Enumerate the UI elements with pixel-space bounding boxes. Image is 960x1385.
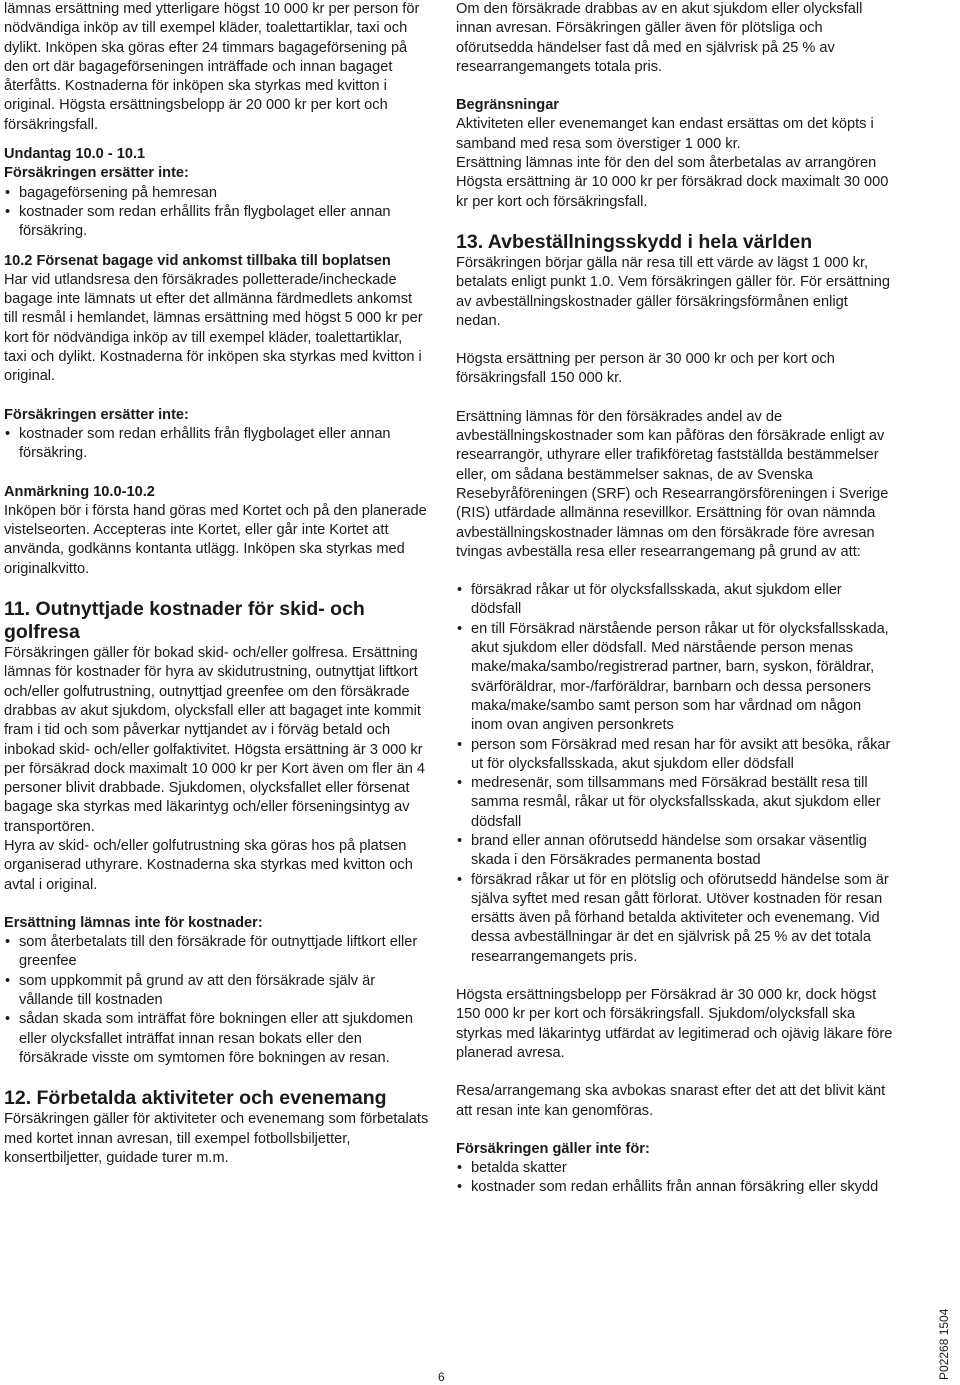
paragraph: Högsta ersättningsbelopp per Försäkrad är 30 000 kr, dock högst 150 000 kr per kort och försäkringsfall. Sjukdom/olycksfall ska styrkas med läkarintyg utfärdat av legitimerad och ojävig läkare före planerad avresa.	[456, 987, 893, 1061]
paragraph: Resa/arrangemang ska avbokas snarast efter det att det blivit känt att resan inte kan genomföras.	[456, 1083, 886, 1119]
section-heading-13: 13. Avbeställningsskydd i hela världen	[456, 230, 813, 253]
list-item: • betalda skatter	[456, 1159, 896, 1178]
paragraph: Har vid utlandsresa den försäkrades polletterade/incheckade bagage inte lämnats ut efter det allmänna färdmedlets ankomst till resmål i hemlandet, lämnas ersättning med högst 5 000 kr per kort för nödvändiga inköp av till exempel kläder, toalettartiklar, taxi och dylikt. Kostnaderna för inköpen ska styrkas med kvitton i original.	[4, 271, 423, 385]
list-item: • sådan skada som inträffat före bokningen eller att sjukdomen eller olycksfallet inträffat innan resan bokats eller den försäkrade visste om symtomen före bokningen av resan.	[4, 1010, 429, 1068]
paragraph: Högsta ersättning per person är 30 000 kr och per kort och försäkringsfall 150 000 kr.	[456, 351, 835, 387]
document-code: P02268 1504	[937, 1308, 951, 1380]
paragraph: Högsta ersättning är 10 000 kr per försäkrad dock maximalt 30 000 kr per kort och försäkringsfall.	[456, 174, 889, 210]
paragraph: Försäkringen gäller för aktiviteter och evenemang som förbetalats med kortet innan avresan, till exempel fotbollsbiljetter, konsertbiljetter, guidade turer m.m.	[4, 1111, 429, 1166]
exception-subheading: Försäkringen gäller inte för:	[456, 1140, 650, 1157]
paragraph: Ersättning lämnas för den försäkrades andel av de avbeställningskostnader som kan påföras den försäkrade enligt av researrangör, uthyrare eller trafikföretag fastställda bestämmelser eller, om sådana bestämmelser saknas, de av Svenska Resebyråföreningen (SRF) och Researrangörsföreningen i Sverige (RIS) utfärdade allmänna resevillkor. Ersättning för ovan nämnda avbeställningskostnader lämnas om den försäkrade före avresan tvingas avbeställa resa eller researrangemang på grund av att:	[456, 408, 889, 560]
exception-list	[456, 1159, 896, 1198]
paragraph: Försäkringen gäller för bokad skid- och/eller golfresa. Ersättning lämnas för kostnader för hyra av skidutrustning, outnyttjat liftkort och/eller golfutrustning, outnyttjad greenfee om den försäkrade drabbas av akut sjukdom, olycksfall eller att bagaget inte kommit fram i tid och som påverkar nyttjandet av i förväg betald och inbokad skid- och/eller golfaktivitet. Högsta ersättning är 3 000 kr per försäkrad dock maximalt 10 000 kr per Kort även om fler än 4 personer blivit drabbade. Sjukdomen, olycksfallet eller försenat bagage ska styrkas med läkarintyg och/eller förseningsintyg av transportören.	[4, 645, 425, 835]
paragraph: lämnas ersättning med ytterligare högst 10 000 kr per person för nödvändiga inköp av till exempel kläder, toalettartiklar, taxi och dylikt. Inköpen ska göras efter 24 timmars bagageförsening på den ort där bagageförseningen inträffade och innan bagaget återfåtts. Kostnaderna för inköpen ska styrkas med kvitton i original. Högsta ersättningsbelopp är 20 000 kr per kort och försäkringsfall.	[4, 1, 420, 133]
paragraph: Hyra av skid- och/eller golfutrustning ska göras hos på platsen organiserad uthyrare. Kostnaderna ska styrkas med kvitton och avtal i original.	[4, 837, 413, 893]
list-item: • brand eller annan oförutsedd händelse som orsakar väsentlig skada i den Försäkrades permanenta bostad	[456, 832, 896, 871]
list-item: • medresenär, som tillsammans med Försäkrad beställt resa till samma resmål, råkar ut för olycksfallsskada, akut sjukdom eller dödsfall	[456, 774, 896, 832]
exception-subheading: Ersättning lämnas inte för kostnader:	[4, 914, 263, 931]
paragraph: Ersättning lämnas inte för den del som återbetalas av arrangören	[456, 155, 877, 172]
section-heading-11: 11. Outnyttjade kostnader för skid- och golfresa	[4, 598, 365, 644]
exception-subheading: Försäkringen ersätter inte:	[4, 165, 189, 182]
list-item: • försäkrad råkar ut för olycksfallsskada, akut sjukdom eller dödsfall	[456, 581, 896, 620]
list-item: • kostnader som redan erhållits från flygbolaget eller annan försäkring.	[4, 425, 429, 464]
exception-list	[4, 933, 429, 1068]
list-item: • kostnader som redan erhållits från flygbolaget eller annan försäkring.	[4, 203, 429, 242]
list-item: • person som Försäkrad med resan har för avsikt att besöka, råkar ut för olycksfallsskada, akut sjukdom eller dödsfall	[456, 736, 896, 775]
exception-subheading: Försäkringen ersätter inte:	[4, 406, 189, 423]
right-column	[456, 0, 896, 1198]
list-item: • som återbetalats till den försäkrade för outnyttjade liftkort eller greenfee	[4, 933, 429, 972]
limitations-heading: Begränsningar	[456, 97, 559, 114]
page-number: 6	[438, 1370, 445, 1384]
section-heading-10-2: 10.2 Försenat bagage vid ankomst tillbaka till boplatsen	[4, 252, 391, 269]
list-item: • kostnader som redan erhållits från annan försäkring eller skydd	[456, 1178, 896, 1197]
note-heading: Anmärkning 10.0-10.2	[4, 483, 155, 500]
list-item: • bagageförsening på hemresan	[4, 184, 429, 203]
list-item: • försäkrad råkar ut för en plötslig och oförutsedd händelse som är själva syftet med resan gått förlorat. Utöver kostnaden för resan ersätts även på förhand betalda aktiviteter och evenemang. Vid dessa avbeställningar är det en självrisk på 25 % av det totala researrangemangets pris.	[456, 871, 896, 967]
list-item: • som uppkommit på grund av att den försäkrade själv är vållande till kostnaden	[4, 972, 429, 1011]
paragraph: Försäkringen börjar gälla när resa till ett värde av lägst 1 000 kr, betalats enligt punkt 1.0. Vem försäkringen gäller för. För ersättning av avbeställningskostnader gäller försäkringsförmånen enligt nedan.	[456, 254, 890, 329]
section-heading-12: 12. Förbetalda aktiviteter och evenemang	[4, 1087, 387, 1110]
left-column	[4, 0, 429, 1168]
exception-list	[4, 184, 429, 242]
exception-list	[4, 425, 429, 464]
cancellation-reasons-list	[456, 581, 896, 967]
list-item: • en till Försäkrad närstående person råkar ut för olycksfallsskada, akut sjukdom eller dödsfall. Med närstående person menas make/maka/sambo/registrerad partner, barn, syskon, föräldrar, svärföräldrar, mor-/farföräldrar, barnbarn och dessa personers maka/make/sambo samt person som har vårdnad om någon inom ovan angiven personkrets	[456, 620, 896, 736]
paragraph: Inköpen bör i första hand göras med Kortet och på den planerade vistelseorten. Accepteras inte Kortet, eller går inte Kortet att använda, godkänns kontanta utlägg. Inköpen ska styrkas med originalkvitto.	[4, 502, 427, 577]
paragraph: Aktiviteten eller evenemanget kan endast ersättas om det köpts i samband med resa som överstiger 1 000 kr.	[456, 116, 874, 152]
paragraph: Om den försäkrade drabbas av en akut sjukdom eller olycksfall innan avresan. Försäkringen gäller även för plötsliga och oförutsedda händelser fast då med en självrisk på 25 % av researrangemangets totala pris.	[456, 1, 863, 75]
exception-heading: Undantag 10.0 - 10.1	[4, 146, 146, 163]
